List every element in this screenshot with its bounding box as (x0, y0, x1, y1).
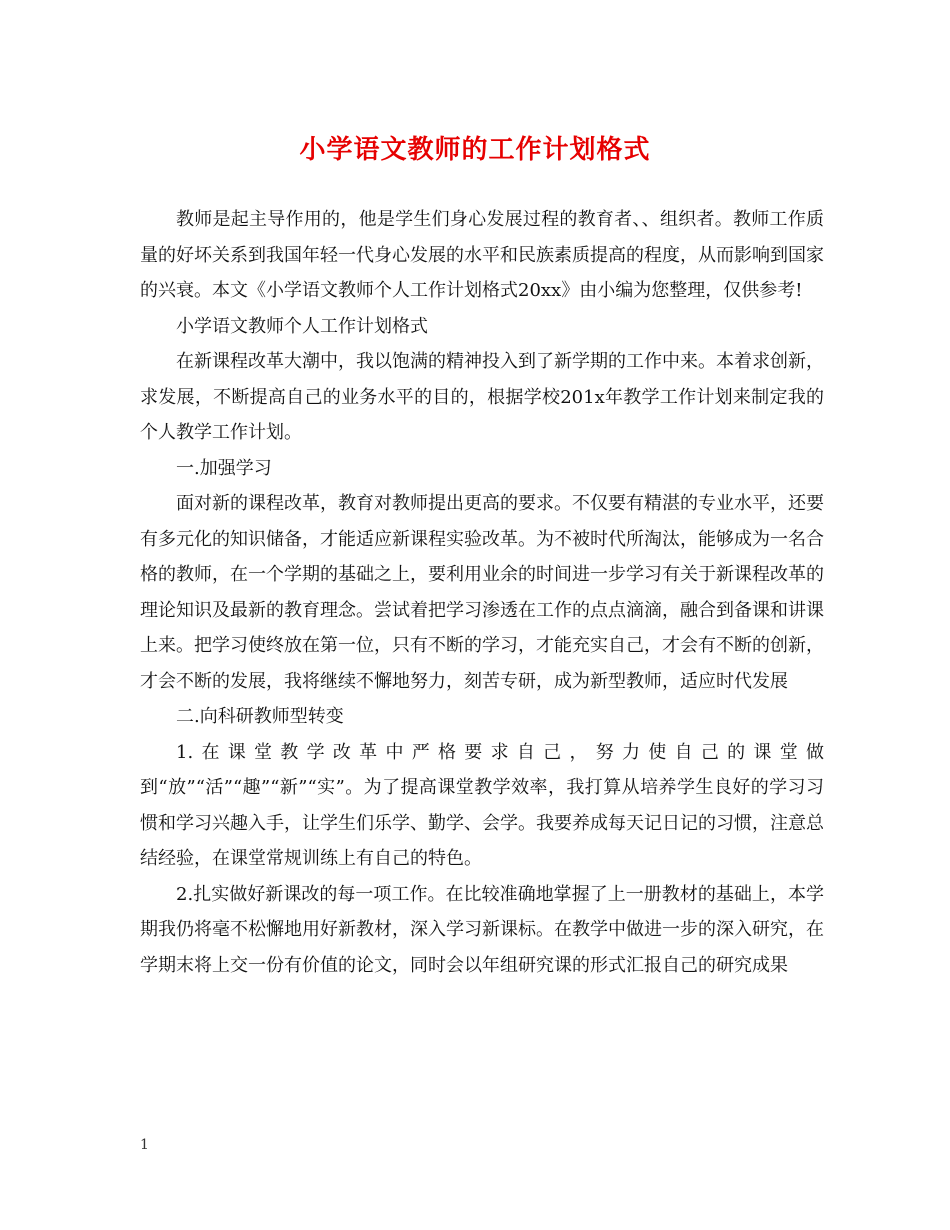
intro-paragraph: 教师是起主导作用的，他是学生们身心发展过程的教育者、、组织者。教师工作质量的好坏关系到我国年轻一代身心发展的水平和民族素质提高的程度，从而影响到国家的兴衰。本文《小学语文教师个人工作计划格式20xx》由小编为您整理，仅供参考! (140, 209, 824, 301)
body-paragraph: 在新课程改革大潮中，我以饱满的精神投入到了新学期的工作中来。本着求创新，求发展，不断提高自己的业务水平的目的，根据学校201x年教学工作计划来制定我的个人教学工作计划。 (140, 351, 824, 443)
document-title: 小学语文教师的工作计划格式 (299, 135, 651, 165)
body-paragraph: 面对新的课程改革，教育对教师提出更高的要求。不仅要有精湛的专业水平，还要有多元化的知识储备，才能适应新课程实验改革。为不被时代所淘汰，能够成为一名合格的教师，在一个学期的基础之上，要利用业余的时间进一步学习有关于新课程改革的理论知识及最新的教育理念。尝试着把学习渗透在工作的点点滴滴，融合到备课和讲课上来。把学习使终放在第一位，只有不断的学习，才能充实自己，才会有不断的创新，才会不断的发展，我将继续不懈地努力，刻苦专研，成为新型教师，适应时代发展 (140, 493, 824, 692)
body-paragraph: 2.扎实做好新课改的每一项工作。在比较准确地掌握了上一册教材的基础上，本学期我仍将毫不松懈地用好新教材，深入学习新课标。在教学中做进一步的深入研究，在学期末将上交一份有价值的论文，同时会以年组研究课的形式汇报自己的研究成果 (140, 883, 824, 976)
document-body (140, 202, 824, 983)
page-number: 1 (140, 1137, 149, 1153)
section-heading-2: 二.向科研教师型转变 (176, 706, 344, 727)
section-heading-1: 一.加强学习 (176, 457, 272, 479)
section-subtitle: 小学语文教师个人工作计划格式 (176, 315, 428, 337)
body-paragraph: 1.在课堂教学改革中严格要求自己，努力使自己的课堂做到“放”“活”“趣”“新”“实”。为了提高课堂教学效率，我打算从培养学生良好的学习习惯和学习兴趣入手，让学生们乐学、勤学、会学。我要养成每天记日记的习惯，注意总结经验，在课堂常规训练上有自己的特色。 (140, 741, 824, 869)
